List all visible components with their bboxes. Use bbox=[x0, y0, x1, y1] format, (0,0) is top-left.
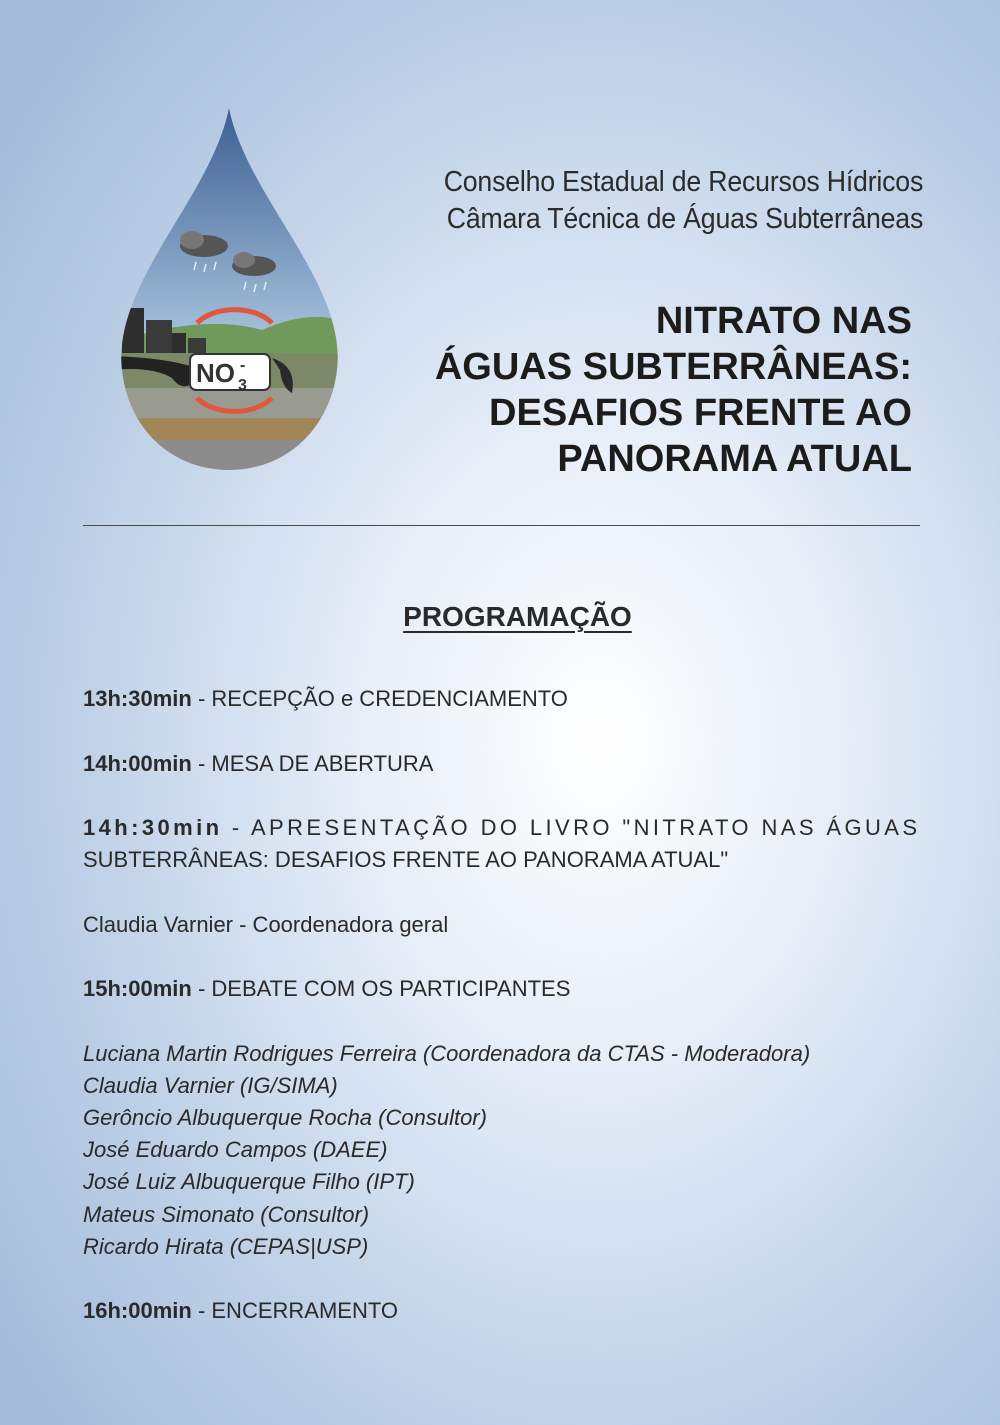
svg-text:NO: NO bbox=[196, 358, 235, 388]
participant: Ricardo Hirata (CEPAS|USP) bbox=[83, 1234, 369, 1259]
schedule-item-3 bbox=[83, 815, 920, 841]
org-line-1: Conselho Estadual de Recursos Hídricos bbox=[443, 166, 923, 198]
event-title-line-1: NITRATO NAS bbox=[655, 300, 912, 342]
org-line-2: Câmara Técnica de Águas Subterrâneas bbox=[446, 203, 923, 235]
schedule-time: 14h:00min bbox=[83, 751, 192, 776]
program-title: PROGRAMAÇÃO bbox=[403, 601, 632, 632]
participant: Luciana Martin Rodrigues Ferreira (Coordenadora da CTAS - Moderadora) bbox=[83, 1041, 811, 1066]
schedule-time: 15h:00min bbox=[83, 976, 192, 1001]
schedule-item-4 bbox=[83, 976, 570, 1002]
schedule-text: - ENCERRAMENTO bbox=[191, 1298, 398, 1323]
event-title bbox=[435, 298, 912, 482]
schedule-item-1 bbox=[83, 686, 568, 712]
water-drop-logo-icon bbox=[112, 108, 347, 473]
schedule-text: - MESA DE ABERTURA bbox=[191, 751, 434, 776]
svg-text:3: 3 bbox=[238, 377, 247, 394]
schedule-item-3-continued: SUBTERRÂNEAS: DESAFIOS FRENTE AO PANORAMA ATUAL" bbox=[83, 847, 729, 872]
presenter: Claudia Varnier - Coordenadora geral bbox=[83, 912, 449, 937]
event-title-line-4: PANORAMA ATUAL bbox=[557, 438, 912, 480]
schedule-text: - RECEPÇÃO e CREDENCIAMENTO bbox=[191, 686, 568, 711]
participant: José Luiz Albuquerque Filho (IPT) bbox=[83, 1169, 415, 1194]
svg-text:-: - bbox=[240, 357, 246, 374]
divider bbox=[83, 525, 920, 526]
schedule-text: - APRESENTAÇÃO DO LIVRO "NITRATO NAS ÁGUAS bbox=[222, 815, 921, 840]
participant: Gerôncio Albuquerque Rocha (Consultor) bbox=[83, 1105, 487, 1130]
schedule-time: 14h:30min bbox=[83, 815, 223, 840]
event-title-line-2: ÁGUAS SUBTERRÂNEAS: bbox=[434, 346, 912, 388]
schedule-time: 13h:30min bbox=[83, 686, 192, 711]
schedule-item-5 bbox=[83, 1298, 398, 1324]
organization-header bbox=[444, 164, 923, 238]
schedule-text: - DEBATE COM OS PARTICIPANTES bbox=[191, 976, 571, 1001]
participant: Mateus Simonato (Consultor) bbox=[83, 1202, 370, 1227]
participant: Claudia Varnier (IG/SIMA) bbox=[83, 1073, 338, 1098]
participant: José Eduardo Campos (DAEE) bbox=[83, 1137, 388, 1162]
schedule-item-2 bbox=[83, 751, 433, 777]
event-title-line-3: DESAFIOS FRENTE AO bbox=[489, 392, 912, 434]
schedule-time: 16h:00min bbox=[83, 1298, 192, 1323]
